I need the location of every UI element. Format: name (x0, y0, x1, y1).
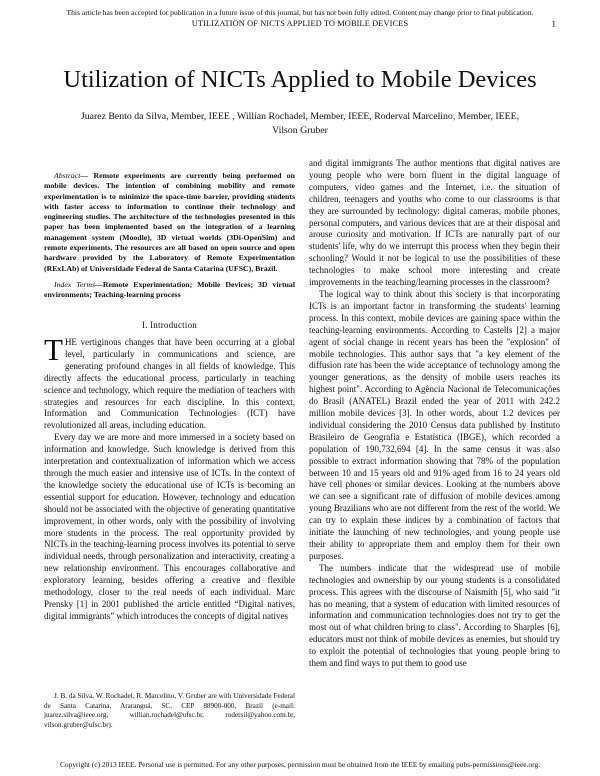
section-heading: I. Introduction (142, 320, 197, 330)
acceptance-notice: This article has been accepted for publication in a future issue of this journal, but has not been fully edited. Content may change prior to final publication. (66, 8, 534, 17)
abstract-label: Abstract (54, 171, 81, 180)
index-terms-text: —Remote Experimentation; Mobile Devices; 3D virtual environments; Teaching-learning process (44, 280, 295, 300)
author-list: Juarez Bento da Silva, Member, IEEE , Willian Rochadel, Member, IEEE, Roderval Marcelino, Member, IEEE, Vilson Gruber (80, 111, 520, 136)
right-paragraph-3: The numbers indicate that the widespread use of mobile technologies and ownership by our young students is a consolidated process. This agrees with the discourse of Naismith [5], who said "it has no meaning, that a system of education with limited resources of information and communication technologies does not try to get the most out of what children bring to class". According to Sharples [6], educators must not think of mobile devices as enemies, but should try to exploit the potential of technologies that young people bring to them and find ways to put them to good use (309, 562, 560, 669)
copyright-notice: Copyright (c) 2013 IEEE. Personal use is permitted. For any other purposes, permission must be obtained from the IEEE by emailing pubs-permissions@ieee.org. (60, 760, 540, 769)
abstract-text: — Remote experiments are currently being performed on mobile devices. The intention of combining mobility and remote experimentation is to minimize the space-time barrier, providing students with faster access to information to continue their technology and engineering studies. The architecture of the technologies presented in this paper has been implemented based on the integration of a learning management system (Moodle), 3D virtual worlds (3Di-OpenSim) and remote experiments. The resources are all based on open source and open hardware provided by the Laboratory of Remote Experimentation (RExLAb) of Universidade Federal de Santa Catarina (UFSC), Brazil. (44, 171, 295, 273)
author-footnote: J. B. da Silva, W. Rochadel, R. Marcelino, V. Gruber are with Universidade Federal de Santa Catarina, Araranguá, SC, CEP 88900-000, Brazil (e-mail: juarez.silva@ieee.org, willian.rochadel@ufsc.br, rodersil@yahoo.com.br, vilson.gruber@ufsc.br). (44, 692, 295, 729)
abstract (44, 171, 295, 274)
intro-paragraph-2: Every day we are more and more immersed in a society based on information and knowledge. Such knowledge is derived from this interpretation and contextualization of information which we access through the much easier and intensive use of ICTs. In the context of the knowledge society the educational use of ICTs is becoming an essential support for education. However, technology and education should not be associated with the objective of generating quantitative improvement, in other words, only with the possibility of involving more students in the process. The real opportunity provided by NICTs in the teaching-learning process involves its potential to serve individual needs, through personalization and interactivity, creating a new relationship environment. This encourages collaborative and exploratory learning, besides offering a creative and flexible methodology, closer to the real needs of each individual. Marc Prensky [1] in 2001 published the article entitled “Digital natives, digital immigrants” which introduces the concepts of digital natives (44, 432, 295, 621)
index-terms-label: Index Terms (54, 280, 96, 289)
paper-title: Utilization of NICTs Applied to Mobile Devices (63, 66, 537, 93)
intro-body (44, 332, 295, 623)
drop-cap: T (44, 332, 63, 367)
index-terms (44, 280, 295, 301)
right-paragraph-1: and digital immigrants The author mentions that digital natives are young people who were born fluent in the digital language of computers, video games and the Internet, i.e. the situation of children, teenagers and youths who come to our classrooms is that they are surrounded by technology: digital cameras, mobile phones, personal computers, and various devices that are at their disposal and arouse curiosity and motivation. If ICTs are naturally part of our students' life, why do we interrupt this process when they begin their schooling? Would it not be logical to use the possibilities of these technologies to make school more interesting and create improvements in the teaching/learning processes in the classroom? (309, 158, 560, 288)
intro-paragraph-1 (44, 332, 295, 432)
running-title: UTILIZATION OF NICTS APPLIED TO MOBILE DEVICES (191, 19, 409, 28)
right-column (309, 158, 560, 670)
intro-paragraph-1-text: HE vertiginous changes that have been occurring at a global level, particularly in communications and science, are generating profound changes in all fields of knowledge. This directly affects the educational process, particularly in teaching science and technology, which require the mediation of teachers with strategies and resources for each discipline. In this context, Information and Communication Technologies (ICT) have revolutionized all areas, including education. (44, 337, 295, 431)
page-number: 1 (551, 19, 556, 29)
right-paragraph-2: The logical way to think about this society is that incorporating ICTs is an important factor in transforming the students' learning process. In this context, mobile devices are gaining space within the teaching-learning environments. According to Castells [2] a major agent of social change in recent years has been the "explosion" of mobile technologies. This author says that "a key element of the diffusion rate has been the wide acceptance of technology among the younger generations, as the density of mobile users reaches its highest point". According to Agência Nacional de Telecomunicações do Brasil (ANATEL) Brazil ended the year of 2011 with 242.2 million mobile devices [3]. In other words, about 1.2 devices per individual considering the 2010 Census data published by Instituto Brasileiro de Geografia e Estatística (IBGE), which recorded a population of 190,732,694 [4]. In the same census it was also possible to extract information showing that 78% of the population between 10 and 15 years old and 91% aged from 16 to 24 years old have cell phones or similar devices. Looking at the numbers above we can see a significant rate of diffusion of mobile devices among young Brazilians who are not different from the rest of the world. We can try to explain these indices by a combination of factors that initiate the launching of new technologies, and young people use their ability to appropriate them and employ them for their own purposes. (309, 288, 560, 561)
